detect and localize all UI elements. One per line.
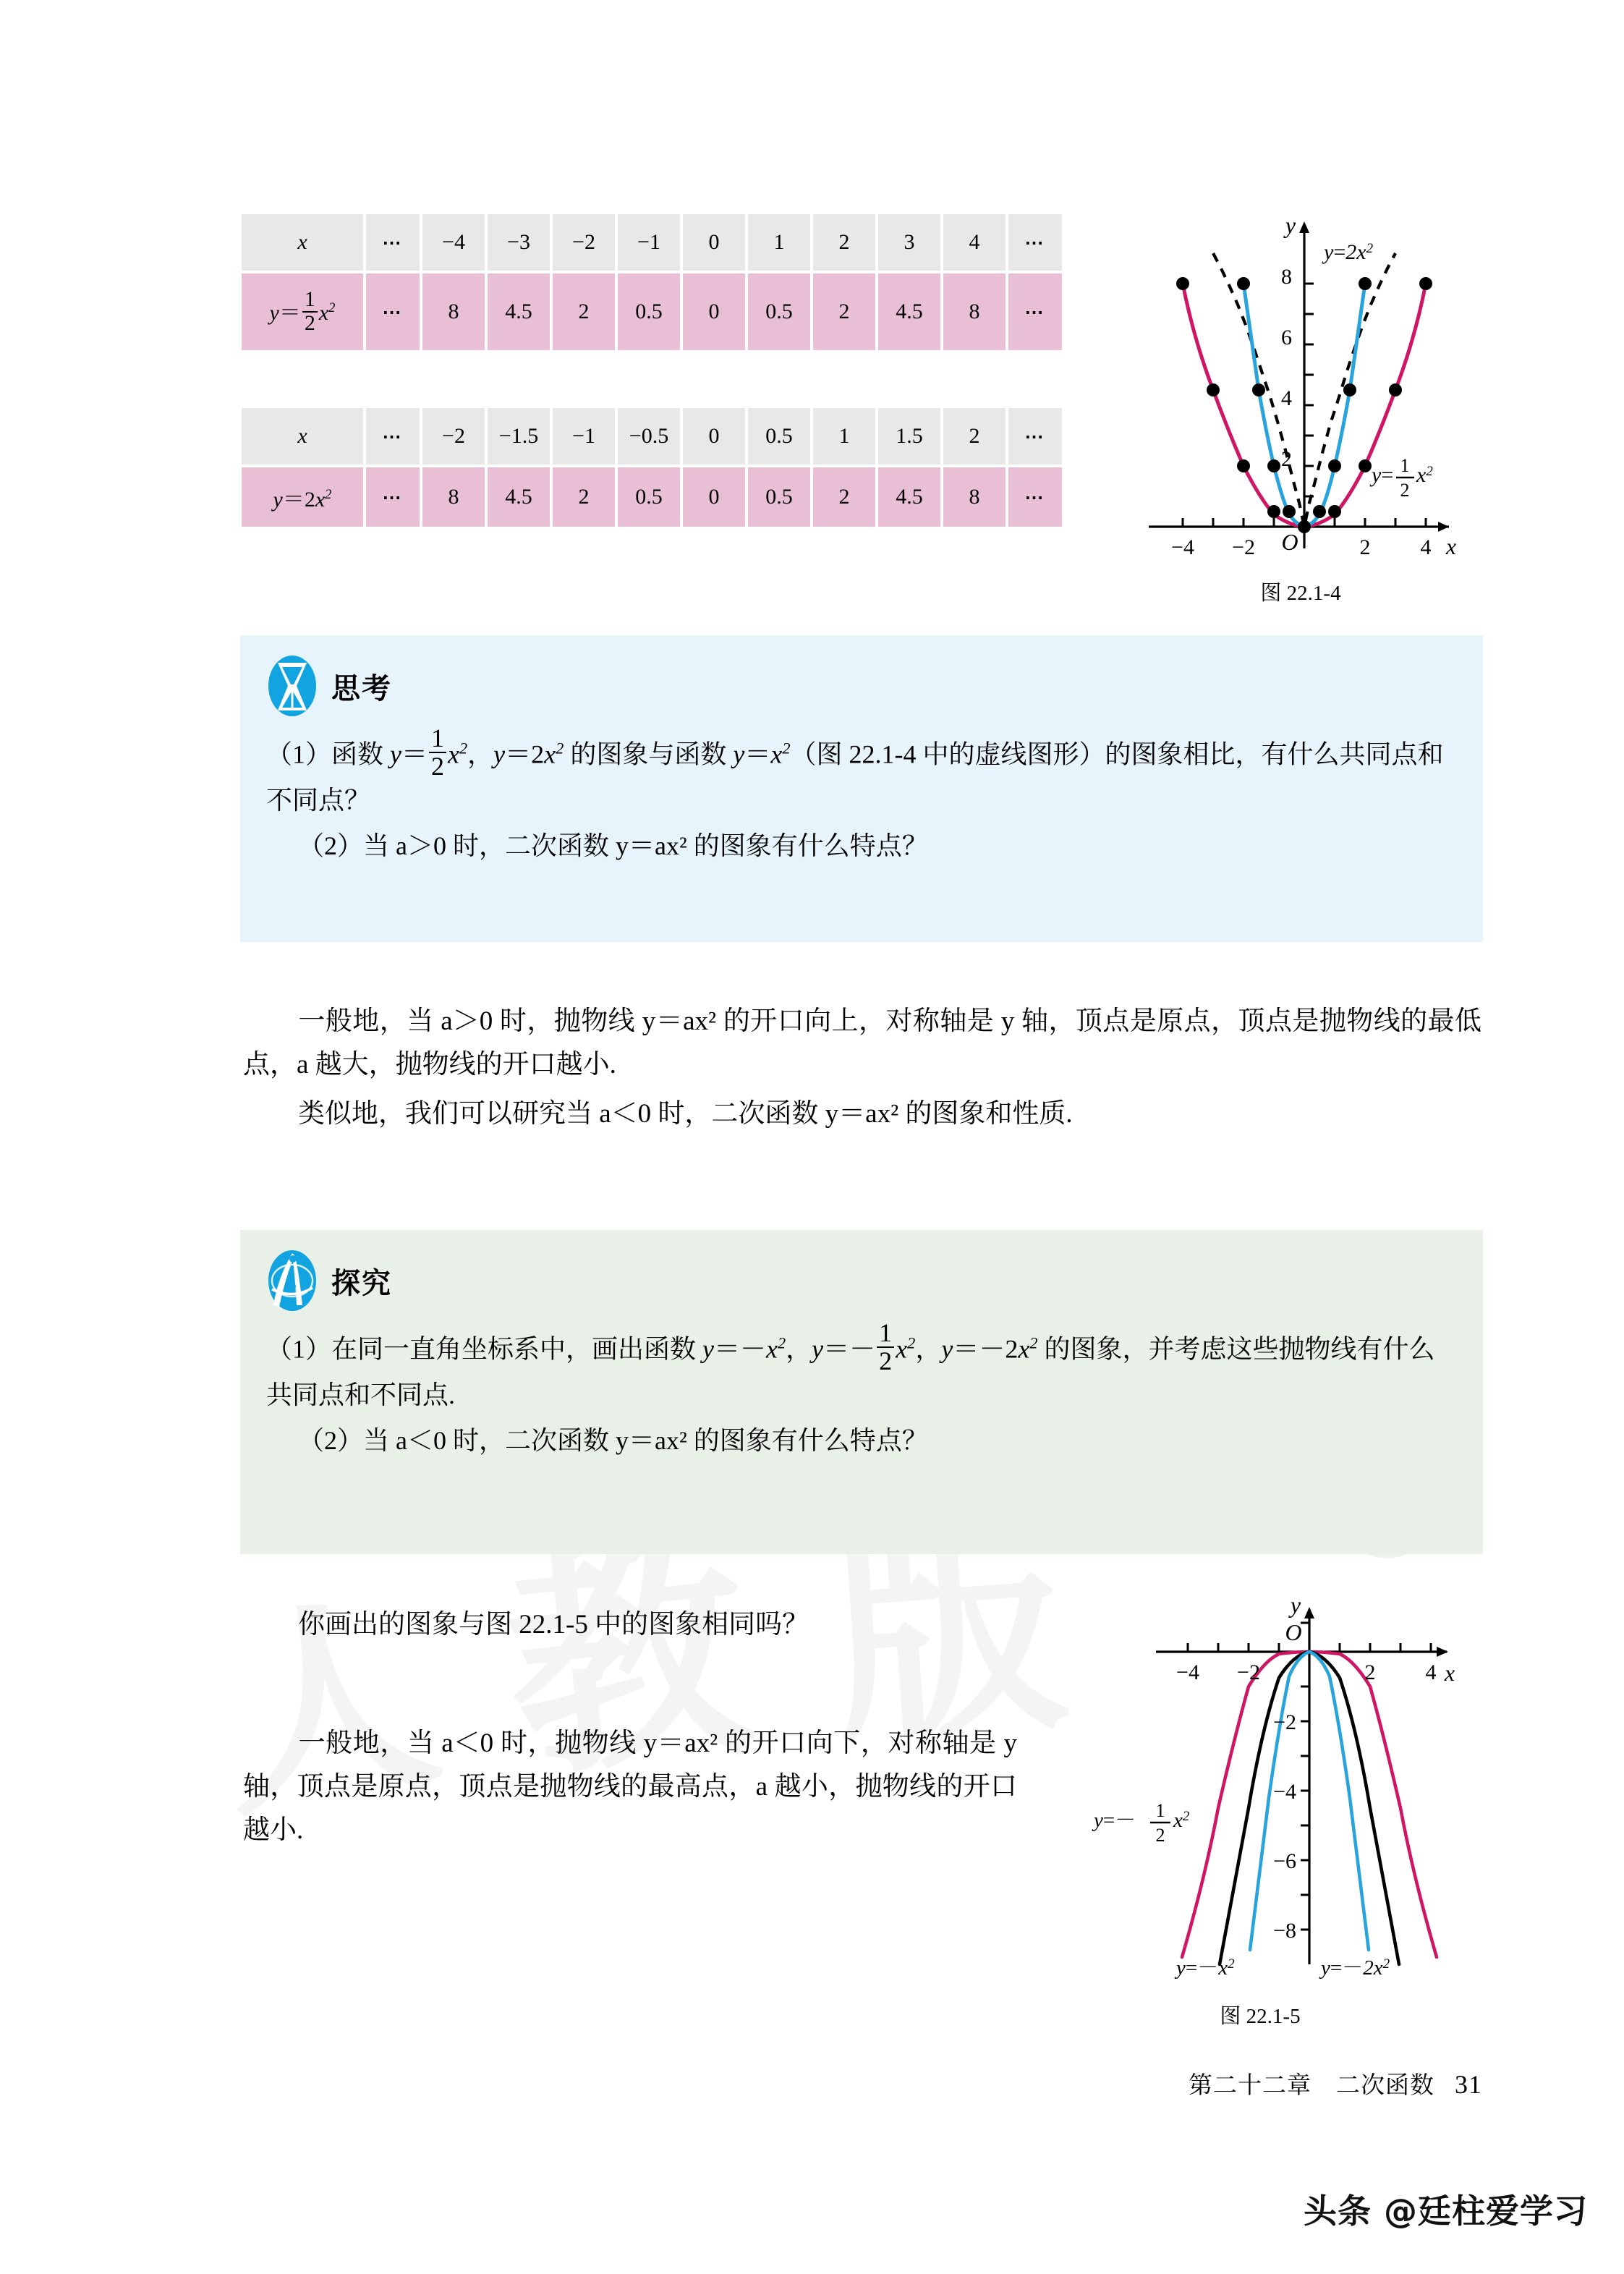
table-cell: ⋯: [1008, 214, 1062, 271]
table-cell: 0.5: [618, 467, 680, 527]
table-cell: −1: [618, 214, 680, 271]
explore-question-2: （2）当 a＜0 时，二次函数 y＝ax² 的图象有什么特点？: [298, 1425, 928, 1455]
svg-text:4: 4: [1281, 386, 1292, 410]
table-cell: 4: [943, 214, 1006, 271]
callout-title: 探究: [331, 1266, 392, 1300]
x-axis-label: x: [1444, 1660, 1455, 1686]
axis-tick-labels: [1171, 265, 1431, 559]
table-cell: ⋯: [1008, 273, 1062, 350]
callout-header: [266, 1249, 1457, 1312]
svg-text:2: 2: [1155, 1825, 1165, 1846]
table-cell: ⋯: [366, 467, 420, 527]
figure-caption: 图 22.1-5: [1220, 2005, 1301, 2028]
table-cell: ⋯: [366, 214, 420, 271]
svg-text:−8: −8: [1273, 1919, 1296, 1943]
paragraph-a-negative-summary: 一般地，当 a＜0 时，抛物线 y＝ax² 的开口向下，对称轴是 y 轴，顶点是原点，顶点是抛物线的最高点，a 越小，抛物线的开口越小.: [243, 1728, 1017, 1845]
table-cell: −1: [553, 408, 615, 464]
svg-text:1: 1: [1155, 1800, 1165, 1821]
svg-text:2: 2: [1364, 1660, 1376, 1684]
y-axis-label: y: [1290, 1592, 1301, 1618]
table-cell: 1: [748, 214, 810, 271]
y-axis-ticks: [1304, 284, 1314, 496]
table-cell: 4.5: [878, 273, 940, 350]
svg-text:−4: −4: [1171, 535, 1194, 559]
svg-text:−4: −4: [1176, 1660, 1199, 1684]
svg-text:−2: −2: [1237, 1660, 1260, 1684]
svg-text:4: 4: [1425, 1660, 1437, 1684]
table-cell: ⋯: [1008, 408, 1062, 464]
svg-text:y=－: y=－: [1094, 1809, 1136, 1832]
table-half-x-squared: [239, 211, 1065, 353]
svg-text:y=2x2: $y=2x^2$: [1324, 240, 1374, 264]
table-cell: −2: [553, 214, 615, 271]
table-cell: 0.5: [748, 408, 810, 464]
origin-label: O: [1281, 529, 1298, 555]
table-cell: 8: [422, 467, 485, 527]
svg-text:−2: −2: [1273, 1710, 1296, 1734]
svg-text:1: 1: [1400, 455, 1410, 476]
table-row: [242, 214, 1062, 271]
table-cell: 2: [553, 273, 615, 350]
figure-22-1-4: [1142, 208, 1474, 606]
callout-header: [266, 654, 1457, 718]
table-row: [242, 467, 1062, 527]
paragraph-a-positive: 一般地，当 a＞0 时，抛物线 y＝ax² 的开口向上，对称轴是 y 轴，顶点是原点，顶点是抛物线的最低点，a 越大，抛物线的开口越小.: [243, 1006, 1481, 1079]
curve-labels: [1092, 1800, 1390, 1980]
figure-22-1-4-svg: [1142, 208, 1460, 570]
table-cell: 0: [683, 214, 745, 271]
table-cell: 0: [683, 273, 745, 350]
origin-label: O: [1285, 1619, 1302, 1645]
table-cell: 2: [813, 273, 875, 350]
table-cell: 0.5: [748, 467, 810, 527]
paragraph-a-negative-intro: 类似地，我们可以研究当 a＜0 时，二次函数 y＝ax² 的图象和性质.: [298, 1099, 1073, 1129]
table-cell: 4.5: [488, 467, 550, 527]
compass-circle-icon: [266, 1249, 318, 1312]
y-axis-arrow: [1304, 1607, 1314, 1618]
table-row: [242, 273, 1062, 350]
explore-callout-box: [240, 1230, 1483, 1554]
table-cell: ⋯: [366, 273, 420, 350]
think-callout-box: [240, 635, 1483, 942]
y-axis-label: y: [1285, 212, 1296, 238]
table-two-x-squared: [239, 405, 1065, 530]
svg-text:x2: $x^2$: [1173, 1809, 1190, 1832]
table-cell: −3: [488, 214, 550, 271]
explore-question-1: （1）在同一直角坐标系中，画出函数 $y=-x^2$，y＝－ $\frac{1}{2}$ $x^2$，$y=-2x^2$ 的图象，并考虑这些抛物线有什么共同点和不同点.: [266, 1318, 1435, 1410]
table-cell: ⋯: [366, 408, 420, 464]
svg-text:2: 2: [1400, 480, 1410, 501]
svg-text:4: 4: [1420, 535, 1432, 559]
table-cell: 3: [878, 214, 940, 271]
hourglass-circle-icon: [266, 654, 318, 718]
table-cell: 0: [683, 467, 745, 527]
table-cell: 8: [943, 467, 1006, 527]
table-cell: 8: [422, 273, 485, 350]
table-cell: −4: [422, 214, 485, 271]
svg-text:−4: −4: [1273, 1780, 1296, 1804]
svg-text:2: 2: [1359, 535, 1371, 559]
table-cell: 8: [943, 273, 1006, 350]
table-cell: 1.5: [878, 408, 940, 464]
svg-text:2: 2: [1281, 447, 1292, 471]
svg-text:y=－x2: $y=-x^2$: [1176, 1956, 1235, 1980]
figure-22-1-5: [1071, 1588, 1483, 2029]
figure-caption: 图 22.1-4: [1260, 582, 1341, 605]
figure-22-1-5-svg: [1071, 1588, 1476, 1993]
x-axis-arrow: [1438, 522, 1449, 532]
page-number: 31: [1455, 2070, 1482, 2099]
svg-text:−2: −2: [1232, 535, 1255, 559]
table-cell: 2: [553, 467, 615, 527]
table-cell: 2: [943, 408, 1006, 464]
svg-text:8: 8: [1281, 265, 1292, 289]
think-question-1: （1）函数 y＝ $\frac{1}{2}$ $x^2$，$y=2x^2$ 的图象与函数 $y=x^2$（图 22.1-4 中的虚线图形）的图象相比，有什么共同点和不同点？: [266, 724, 1444, 815]
svg-text:x2: $x^2$: [1416, 463, 1433, 487]
page-footer: [1189, 2066, 1482, 2100]
svg-text:−6: −6: [1273, 1849, 1296, 1873]
table-cell: −0.5: [618, 408, 680, 464]
table-cell: 2: [813, 214, 875, 271]
x-axis-label: x: [1445, 533, 1457, 559]
table-cell: 0.5: [748, 273, 810, 350]
footer-chapter: 第二十二章 二次函数: [1189, 2073, 1434, 2099]
table-row: [242, 408, 1062, 464]
y-axis-ticks: [1301, 1623, 1309, 1930]
table-cell: 4.5: [878, 467, 940, 527]
table-cell: 0.5: [618, 273, 680, 350]
table-cell: 2: [813, 467, 875, 527]
table-cell: −1.5: [488, 408, 550, 464]
table-cell: 1: [813, 408, 875, 464]
callout-title: 思考: [331, 671, 392, 705]
toutiao-watermark: 头条 @廷柱爱学习: [1303, 2192, 1588, 2231]
paragraph-compare-prompt: 你画出的图象与图 22.1-5 中的图象相同吗？: [298, 1610, 809, 1639]
table-cell: ⋯: [1008, 467, 1062, 527]
table-row-label: y＝ $\frac{1}{2}$ $x^2$: [242, 273, 363, 350]
y-axis-arrow: [1299, 221, 1309, 233]
x-axis-arrow: [1437, 1647, 1448, 1657]
table-cell: 4.5: [488, 273, 550, 350]
svg-text:y=: y=: [1372, 463, 1394, 487]
table-header-label: x: [242, 408, 363, 464]
table-row-label: $y=2x^2$: [242, 467, 363, 527]
think-question-2: （2）当 a＞0 时，二次函数 y＝ax² 的图象有什么特点？: [298, 831, 928, 860]
table-cell: 0: [683, 408, 745, 464]
table-header-label: x: [242, 214, 363, 271]
svg-text:6: 6: [1281, 326, 1292, 349]
svg-text:y=－2x2: $y=-2x^2$: [1321, 1956, 1390, 1980]
table-cell: −2: [422, 408, 485, 464]
